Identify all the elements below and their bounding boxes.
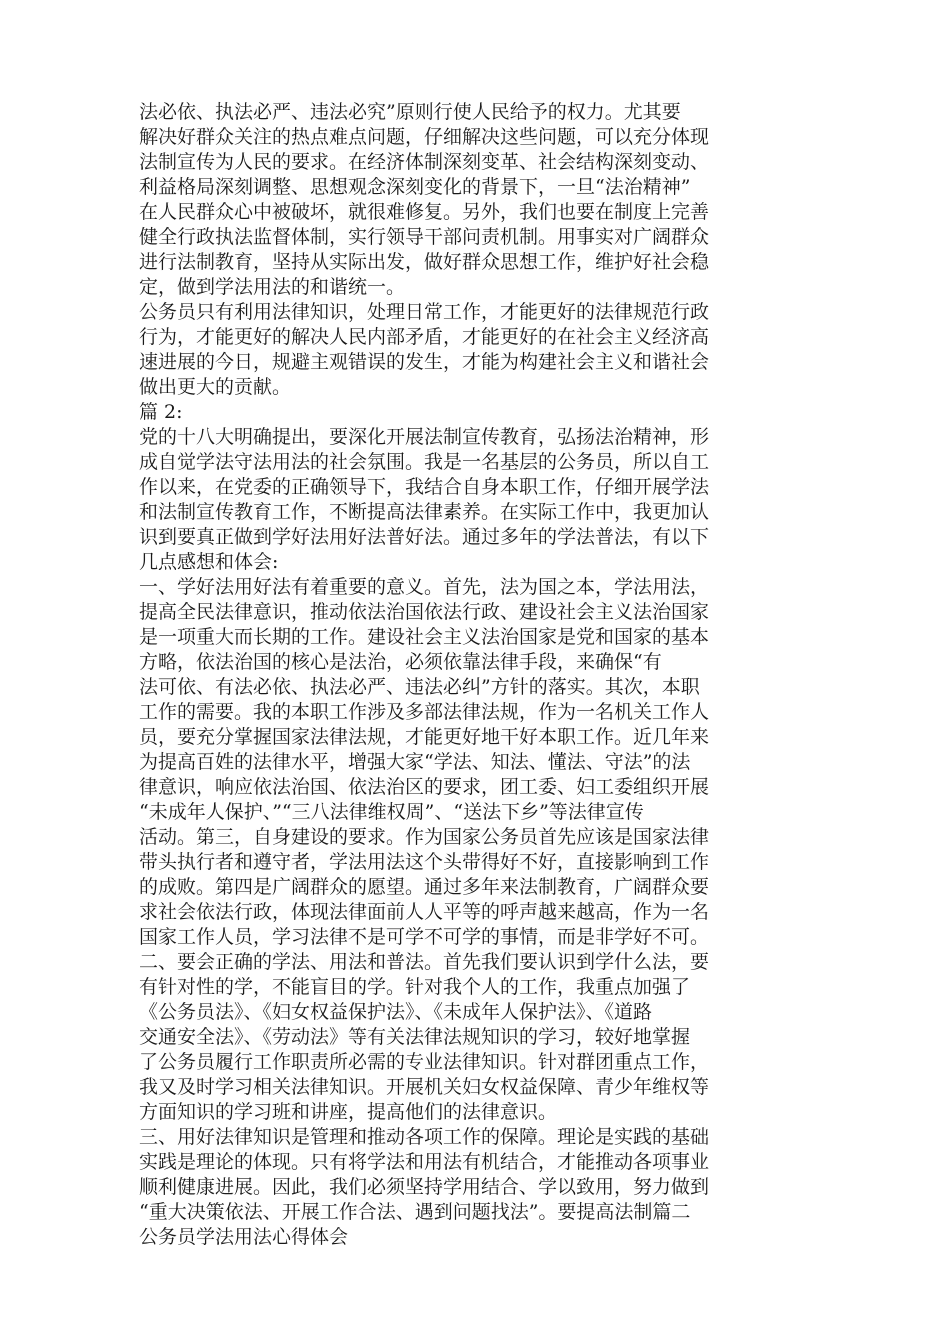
text-line: 方面知识的学习班和讲座，提高他们的法律意识。	[139, 1101, 558, 1123]
text-line: 行为，才能更好的解决人民内部矛盾，才能更好的在社会主义经济高	[139, 326, 710, 348]
text-line: 法制宣传为人民的要求。在经济体制深刻变革、社会结构深刻变动、	[139, 151, 710, 173]
text-line: 国家工作人员，学习法律不是可学不可学的事情，而是非学好不可。	[139, 926, 710, 948]
text-line: 顺利健康进展。因此，我们必须坚持学用结合、学以致用，努力做到	[139, 1176, 710, 1198]
text-line: 和法制宣传教育工作，不断提高法律素养。在实际工作中，我更加认	[139, 501, 710, 523]
text-line: 定，做到学法用法的和谐统一。	[139, 276, 406, 298]
body-text	[139, 100, 819, 1250]
text-line: “未成年人保护、”“三八法律维权周”、“送法下乡”等法律宣传	[139, 801, 644, 823]
text-line: 速进展的今日，规避主观错误的发生，才能为构建社会主义和谐社会	[139, 351, 710, 373]
text-line: 法可依、有法必依、执法必严、违法必纠”方针的落实。其次，本职	[139, 676, 700, 698]
text-line: 党的十八大明确提出，要深化开展法制宣传教育，弘扬法治精神，形	[139, 426, 710, 448]
text-line: 一、学好法用好法有着重要的意义。首先，法为国之本，学法用法，	[139, 576, 710, 598]
text-line: 二、要会正确的学法、用法和普法。首先我们要认识到学什么法，要	[139, 951, 710, 973]
text-line: 律意识，响应依法治国、依法治区的要求，团工委、妇工委组织开展	[139, 776, 710, 798]
text-line: 《公务员法》、《妇女权益保护法》、《未成年人保护法》、《道路	[139, 1001, 653, 1023]
text-line: 交通安全法》、《劳动法》等有关法律法规知识的学习，较好地掌握	[139, 1026, 691, 1048]
text-line: 健全行政执法监督体制，实行领导干部问责机制。用事实对广阔群众	[139, 226, 710, 248]
text-line: 工作的需要。我的本职工作涉及多部法律法规，作为一名机关工作人	[139, 701, 710, 723]
text-line: 方略，依法治国的核心是法治，必须依靠法律手段，来确保“有	[139, 651, 662, 673]
text-line: 做出更大的贡献。	[139, 376, 292, 398]
text-line: 有针对性的学，不能盲目的学。针对我个人的工作，我重点加强了	[139, 976, 691, 998]
text-line: “重大决策依法、开展工作合法、遇到问题找法”。要提高法制篇二	[139, 1201, 691, 1223]
text-line: 公务员只有利用法律知识，处理日常工作，才能更好的法律规范行政	[139, 301, 710, 323]
text-line: 的成败。第四是广阔群众的愿望。通过多年来法制教育，广阔群众要	[139, 876, 710, 898]
text-line: 提高全民法律意识，推动依法治国依法行政、建设社会主义法治国家	[139, 601, 710, 623]
text-line: 我又及时学习相关法律知识。开展机关妇女权益保障、青少年维权等	[139, 1076, 710, 1098]
text-line: 了公务员履行工作职责所必需的专业法律知识。针对群团重点工作，	[139, 1051, 710, 1073]
text-line: 三、用好法律知识是管理和推动各项工作的保障。理论是实践的基础	[139, 1126, 710, 1148]
text-line: 员，要充分掌握国家法律法规，才能更好地干好本职工作。近几年来	[139, 726, 710, 748]
text-line: 识到要真正做到学好法用好法普好法。通过多年的学法普法，有以下	[139, 526, 710, 548]
text-line: 活动。第三，自身建设的要求。作为国家公务员首先应该是国家法律	[139, 826, 710, 848]
text-line: 求社会依法行政，体现法律面前人人平等的呼声越来越高，作为一名	[139, 901, 710, 923]
text-line: 几点感想和体会:	[139, 551, 279, 573]
text-line: 实践是理论的体现。只有将学法和用法有机结合，才能推动各项事业	[139, 1151, 710, 1173]
text-line: 解决好群众关注的热点难点问题，仔细解决这些问题，可以充分体现	[139, 126, 710, 148]
text-line: 带头执行者和遵守者，学法用法这个头带得好不好，直接影响到工作	[139, 851, 710, 873]
text-line: 是一项重大而长期的工作。建设社会主义法治国家是党和国家的基本	[139, 626, 710, 648]
text-line: 利益格局深刻调整、思想观念深刻变化的背景下，一旦“法治精神”	[139, 176, 691, 198]
section-heading: 篇 2:	[139, 401, 183, 423]
text-line: 为提高百姓的法律水平，增强大家“学法、知法、懂法、守法”的法	[139, 751, 691, 773]
text-line: 公务员学法用法心得体会	[139, 1226, 349, 1248]
text-line: 成自觉学法守法用法的社会氛围。我是一名基层的公务员，所以自工	[139, 451, 710, 473]
text-line: 进行法制教育，坚持从实际出发，做好群众思想工作，维护好社会稳	[139, 251, 710, 273]
text-line: 作以来，在党委的正确领导下，我结合自身本职工作，仔细开展学法	[139, 476, 710, 498]
text-line: 在人民群众心中被破坏，就很难修复。另外，我们也要在制度上完善	[139, 201, 710, 223]
text-line: 法必依、执法必严、违法必究”原则行使人民给予的权力。尤其要	[139, 101, 681, 123]
